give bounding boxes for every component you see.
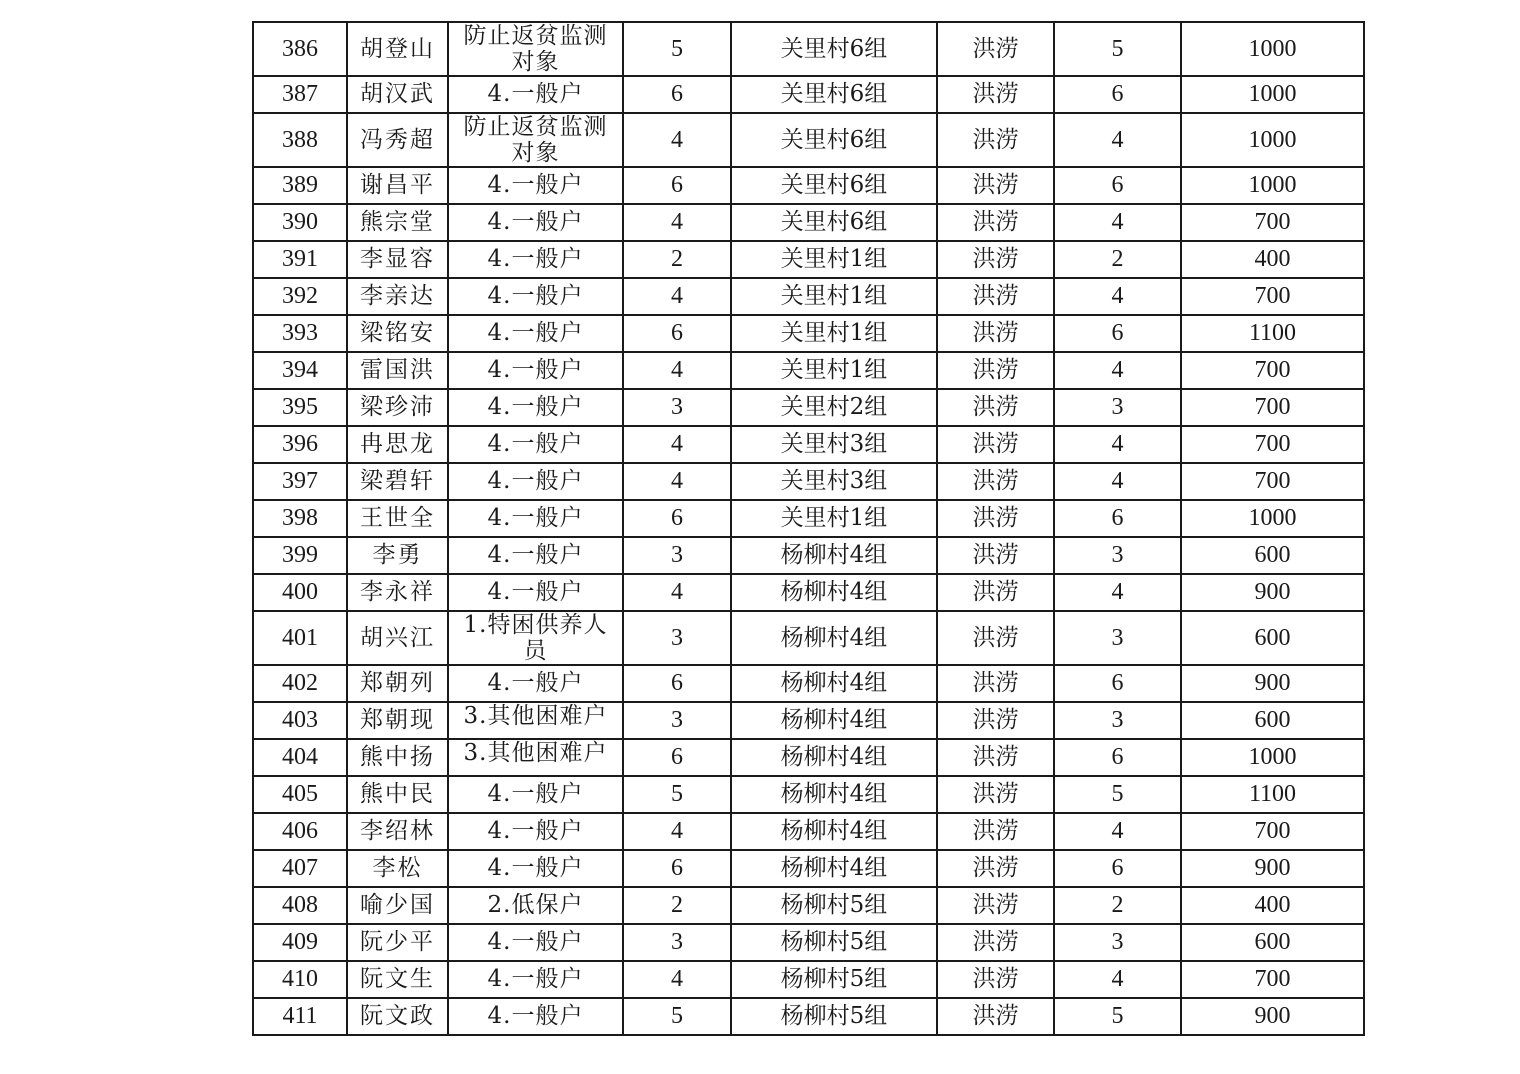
table-row	[253, 776, 1364, 813]
cell-family-size: 3	[623, 389, 731, 426]
cell-disaster-type: 洪涝	[937, 352, 1054, 389]
cell-household-category: 4.一般户	[448, 537, 623, 574]
cell-household-name: 熊中扬	[347, 739, 448, 776]
cell-relief-amount: 700	[1181, 463, 1364, 500]
cell-household-category: 4.一般户	[448, 665, 623, 702]
cell-affected-count: 4	[1054, 426, 1181, 463]
cell-household-name: 梁碧轩	[347, 463, 448, 500]
cell-disaster-type: 洪涝	[937, 776, 1054, 813]
cell-serial-number: 408	[253, 887, 347, 924]
cell-affected-count: 3	[1054, 611, 1181, 665]
cell-affected-count: 5	[1054, 22, 1181, 76]
cell-disaster-type: 洪涝	[937, 76, 1054, 113]
cell-household-name: 郑朝列	[347, 665, 448, 702]
cell-relief-amount: 600	[1181, 611, 1364, 665]
cell-disaster-type: 洪涝	[937, 739, 1054, 776]
cell-family-size: 4	[623, 426, 731, 463]
cell-family-size: 6	[623, 76, 731, 113]
cell-serial-number: 409	[253, 924, 347, 961]
cell-serial-number: 400	[253, 574, 347, 611]
cell-household-category: 1.特困供养人员	[448, 611, 623, 665]
cell-household-name: 谢昌平	[347, 167, 448, 204]
cell-affected-count: 6	[1054, 739, 1181, 776]
table-row	[253, 352, 1364, 389]
cell-household-category: 4.一般户	[448, 278, 623, 315]
cell-affected-count: 5	[1054, 998, 1181, 1035]
table-row	[253, 278, 1364, 315]
cell-relief-amount: 400	[1181, 241, 1364, 278]
table-row	[253, 315, 1364, 352]
cell-disaster-type: 洪涝	[937, 500, 1054, 537]
table-row	[253, 389, 1364, 426]
cell-household-category: 防止返贫监测对象	[448, 22, 623, 76]
cell-address: 关里村2组	[731, 389, 937, 426]
cell-household-category: 防止返贫监测对象	[448, 113, 623, 167]
table-row	[253, 961, 1364, 998]
cell-household-category: 4.一般户	[448, 998, 623, 1035]
cell-household-category: 4.一般户	[448, 204, 623, 241]
table-row	[253, 665, 1364, 702]
table-row	[253, 574, 1364, 611]
cell-address: 杨柳村4组	[731, 702, 937, 739]
cell-household-category: 2.低保户	[448, 887, 623, 924]
cell-affected-count: 3	[1054, 389, 1181, 426]
cell-family-size: 4	[623, 204, 731, 241]
cell-serial-number: 394	[253, 352, 347, 389]
cell-household-name: 阮文政	[347, 998, 448, 1035]
cell-relief-amount: 1000	[1181, 500, 1364, 537]
cell-family-size: 4	[623, 113, 731, 167]
cell-family-size: 2	[623, 241, 731, 278]
table-row	[253, 167, 1364, 204]
cell-disaster-type: 洪涝	[937, 924, 1054, 961]
cell-address: 杨柳村5组	[731, 924, 937, 961]
cell-address: 杨柳村4组	[731, 813, 937, 850]
cell-relief-amount: 1000	[1181, 113, 1364, 167]
cell-relief-amount: 700	[1181, 961, 1364, 998]
cell-family-size: 3	[623, 537, 731, 574]
cell-affected-count: 4	[1054, 961, 1181, 998]
cell-serial-number: 405	[253, 776, 347, 813]
cell-disaster-type: 洪涝	[937, 574, 1054, 611]
cell-relief-amount: 900	[1181, 850, 1364, 887]
table-row	[253, 537, 1364, 574]
cell-household-category: 4.一般户	[448, 850, 623, 887]
cell-affected-count: 5	[1054, 776, 1181, 813]
cell-household-category: 4.一般户	[448, 813, 623, 850]
cell-address: 关里村3组	[731, 426, 937, 463]
cell-relief-amount: 1000	[1181, 739, 1364, 776]
cell-disaster-type: 洪涝	[937, 961, 1054, 998]
cell-family-size: 4	[623, 813, 731, 850]
cell-household-name: 王世全	[347, 500, 448, 537]
cell-family-size: 4	[623, 463, 731, 500]
table-row	[253, 850, 1364, 887]
cell-household-category: 4.一般户	[448, 961, 623, 998]
cell-address: 关里村3组	[731, 463, 937, 500]
cell-address: 关里村1组	[731, 278, 937, 315]
cell-serial-number: 387	[253, 76, 347, 113]
cell-serial-number: 386	[253, 22, 347, 76]
cell-address: 杨柳村4组	[731, 776, 937, 813]
cell-address: 关里村6组	[731, 22, 937, 76]
cell-serial-number: 388	[253, 113, 347, 167]
table-row	[253, 887, 1364, 924]
cell-address: 关里村1组	[731, 500, 937, 537]
cell-serial-number: 393	[253, 315, 347, 352]
cell-disaster-type: 洪涝	[937, 998, 1054, 1035]
cell-relief-amount: 700	[1181, 426, 1364, 463]
cell-family-size: 6	[623, 739, 731, 776]
cell-address: 关里村1组	[731, 352, 937, 389]
cell-serial-number: 397	[253, 463, 347, 500]
table-row	[253, 739, 1364, 776]
cell-affected-count: 4	[1054, 463, 1181, 500]
cell-household-name: 李永祥	[347, 574, 448, 611]
cell-affected-count: 4	[1054, 204, 1181, 241]
table-body	[253, 22, 1364, 1035]
cell-serial-number: 399	[253, 537, 347, 574]
table-row	[253, 426, 1364, 463]
table-row	[253, 22, 1364, 76]
cell-address: 关里村6组	[731, 113, 937, 167]
cell-affected-count: 4	[1054, 278, 1181, 315]
cell-family-size: 3	[623, 924, 731, 961]
cell-disaster-type: 洪涝	[937, 278, 1054, 315]
table-row	[253, 702, 1364, 739]
cell-household-category: 4.一般户	[448, 924, 623, 961]
cell-disaster-type: 洪涝	[937, 702, 1054, 739]
table-row	[253, 924, 1364, 961]
cell-address: 杨柳村4组	[731, 537, 937, 574]
cell-relief-amount: 600	[1181, 702, 1364, 739]
relief-table	[252, 21, 1365, 1036]
cell-affected-count: 6	[1054, 167, 1181, 204]
cell-household-category: 4.一般户	[448, 167, 623, 204]
cell-family-size: 6	[623, 850, 731, 887]
cell-relief-amount: 900	[1181, 665, 1364, 702]
cell-serial-number: 410	[253, 961, 347, 998]
cell-disaster-type: 洪涝	[937, 850, 1054, 887]
cell-relief-amount: 600	[1181, 924, 1364, 961]
cell-household-name: 郑朝现	[347, 702, 448, 739]
cell-disaster-type: 洪涝	[937, 463, 1054, 500]
cell-household-name: 熊中民	[347, 776, 448, 813]
table-row	[253, 998, 1364, 1035]
cell-address: 杨柳村5组	[731, 998, 937, 1035]
cell-relief-amount: 700	[1181, 204, 1364, 241]
cell-relief-amount: 700	[1181, 352, 1364, 389]
cell-household-category: 4.一般户	[448, 241, 623, 278]
cell-relief-amount: 1100	[1181, 776, 1364, 813]
cell-affected-count: 3	[1054, 537, 1181, 574]
cell-affected-count: 3	[1054, 702, 1181, 739]
cell-serial-number: 401	[253, 611, 347, 665]
table-row	[253, 113, 1364, 167]
cell-disaster-type: 洪涝	[937, 22, 1054, 76]
cell-household-category: 3.其他困难户	[448, 702, 623, 739]
cell-affected-count: 2	[1054, 241, 1181, 278]
cell-family-size: 3	[623, 702, 731, 739]
cell-household-name: 熊宗堂	[347, 204, 448, 241]
cell-address: 杨柳村4组	[731, 739, 937, 776]
cell-household-name: 李亲达	[347, 278, 448, 315]
cell-family-size: 6	[623, 167, 731, 204]
cell-disaster-type: 洪涝	[937, 813, 1054, 850]
cell-affected-count: 6	[1054, 76, 1181, 113]
cell-serial-number: 389	[253, 167, 347, 204]
cell-household-category: 4.一般户	[448, 76, 623, 113]
cell-serial-number: 406	[253, 813, 347, 850]
cell-address: 杨柳村4组	[731, 665, 937, 702]
cell-family-size: 4	[623, 278, 731, 315]
cell-household-category: 4.一般户	[448, 776, 623, 813]
cell-family-size: 6	[623, 500, 731, 537]
cell-serial-number: 407	[253, 850, 347, 887]
cell-affected-count: 4	[1054, 352, 1181, 389]
cell-family-size: 2	[623, 887, 731, 924]
cell-family-size: 4	[623, 574, 731, 611]
cell-serial-number: 390	[253, 204, 347, 241]
cell-serial-number: 391	[253, 241, 347, 278]
cell-family-size: 6	[623, 315, 731, 352]
cell-relief-amount: 400	[1181, 887, 1364, 924]
table-row	[253, 241, 1364, 278]
cell-address: 关里村6组	[731, 167, 937, 204]
cell-household-name: 胡登山	[347, 22, 448, 76]
cell-affected-count: 4	[1054, 813, 1181, 850]
cell-household-name: 冉思龙	[347, 426, 448, 463]
cell-serial-number: 411	[253, 998, 347, 1035]
cell-disaster-type: 洪涝	[937, 204, 1054, 241]
cell-serial-number: 404	[253, 739, 347, 776]
cell-household-name: 胡兴江	[347, 611, 448, 665]
cell-address: 关里村6组	[731, 76, 937, 113]
cell-household-category: 4.一般户	[448, 500, 623, 537]
cell-household-name: 冯秀超	[347, 113, 448, 167]
table-row	[253, 611, 1364, 665]
cell-affected-count: 6	[1054, 315, 1181, 352]
cell-affected-count: 4	[1054, 574, 1181, 611]
cell-disaster-type: 洪涝	[937, 167, 1054, 204]
cell-relief-amount: 1000	[1181, 22, 1364, 76]
cell-disaster-type: 洪涝	[937, 611, 1054, 665]
cell-relief-amount: 700	[1181, 389, 1364, 426]
cell-family-size: 5	[623, 776, 731, 813]
cell-affected-count: 2	[1054, 887, 1181, 924]
cell-affected-count: 3	[1054, 924, 1181, 961]
table-row	[253, 204, 1364, 241]
cell-household-name: 李勇	[347, 537, 448, 574]
cell-household-name: 李绍林	[347, 813, 448, 850]
cell-household-name: 李显容	[347, 241, 448, 278]
cell-household-category: 4.一般户	[448, 574, 623, 611]
cell-household-name: 梁铭安	[347, 315, 448, 352]
cell-household-category: 4.一般户	[448, 426, 623, 463]
cell-household-category: 4.一般户	[448, 315, 623, 352]
cell-household-category: 4.一般户	[448, 352, 623, 389]
cell-affected-count: 4	[1054, 113, 1181, 167]
cell-family-size: 3	[623, 611, 731, 665]
cell-serial-number: 392	[253, 278, 347, 315]
cell-family-size: 6	[623, 665, 731, 702]
table-row	[253, 500, 1364, 537]
cell-address: 关里村1组	[731, 315, 937, 352]
cell-household-name: 胡汉武	[347, 76, 448, 113]
table-row	[253, 813, 1364, 850]
cell-affected-count: 6	[1054, 665, 1181, 702]
cell-address: 杨柳村4组	[731, 850, 937, 887]
cell-relief-amount: 1000	[1181, 76, 1364, 113]
cell-serial-number: 396	[253, 426, 347, 463]
cell-disaster-type: 洪涝	[937, 389, 1054, 426]
cell-address: 杨柳村5组	[731, 961, 937, 998]
cell-household-name: 雷国洪	[347, 352, 448, 389]
cell-disaster-type: 洪涝	[937, 665, 1054, 702]
cell-address: 杨柳村4组	[731, 574, 937, 611]
cell-serial-number: 395	[253, 389, 347, 426]
cell-affected-count: 6	[1054, 850, 1181, 887]
cell-household-name: 李松	[347, 850, 448, 887]
cell-household-category: 3.其他困难户	[448, 739, 623, 776]
table-row	[253, 76, 1364, 113]
cell-address: 杨柳村5组	[731, 887, 937, 924]
cell-household-name: 阮少平	[347, 924, 448, 961]
cell-relief-amount: 900	[1181, 574, 1364, 611]
cell-disaster-type: 洪涝	[937, 537, 1054, 574]
cell-relief-amount: 600	[1181, 537, 1364, 574]
cell-relief-amount: 700	[1181, 813, 1364, 850]
cell-disaster-type: 洪涝	[937, 113, 1054, 167]
cell-serial-number: 402	[253, 665, 347, 702]
cell-household-name: 梁珍沛	[347, 389, 448, 426]
cell-serial-number: 403	[253, 702, 347, 739]
cell-relief-amount: 1000	[1181, 167, 1364, 204]
cell-disaster-type: 洪涝	[937, 241, 1054, 278]
cell-serial-number: 398	[253, 500, 347, 537]
cell-family-size: 4	[623, 961, 731, 998]
cell-disaster-type: 洪涝	[937, 315, 1054, 352]
table-row	[253, 463, 1364, 500]
cell-household-category: 4.一般户	[448, 389, 623, 426]
cell-family-size: 5	[623, 998, 731, 1035]
cell-relief-amount: 700	[1181, 278, 1364, 315]
cell-address: 关里村6组	[731, 204, 937, 241]
cell-disaster-type: 洪涝	[937, 426, 1054, 463]
cell-household-name: 喻少国	[347, 887, 448, 924]
cell-family-size: 5	[623, 22, 731, 76]
cell-address: 关里村1组	[731, 241, 937, 278]
cell-affected-count: 6	[1054, 500, 1181, 537]
cell-disaster-type: 洪涝	[937, 887, 1054, 924]
cell-relief-amount: 900	[1181, 998, 1364, 1035]
cell-household-category: 4.一般户	[448, 463, 623, 500]
cell-family-size: 4	[623, 352, 731, 389]
cell-household-name: 阮文生	[347, 961, 448, 998]
cell-address: 杨柳村4组	[731, 611, 937, 665]
cell-relief-amount: 1100	[1181, 315, 1364, 352]
